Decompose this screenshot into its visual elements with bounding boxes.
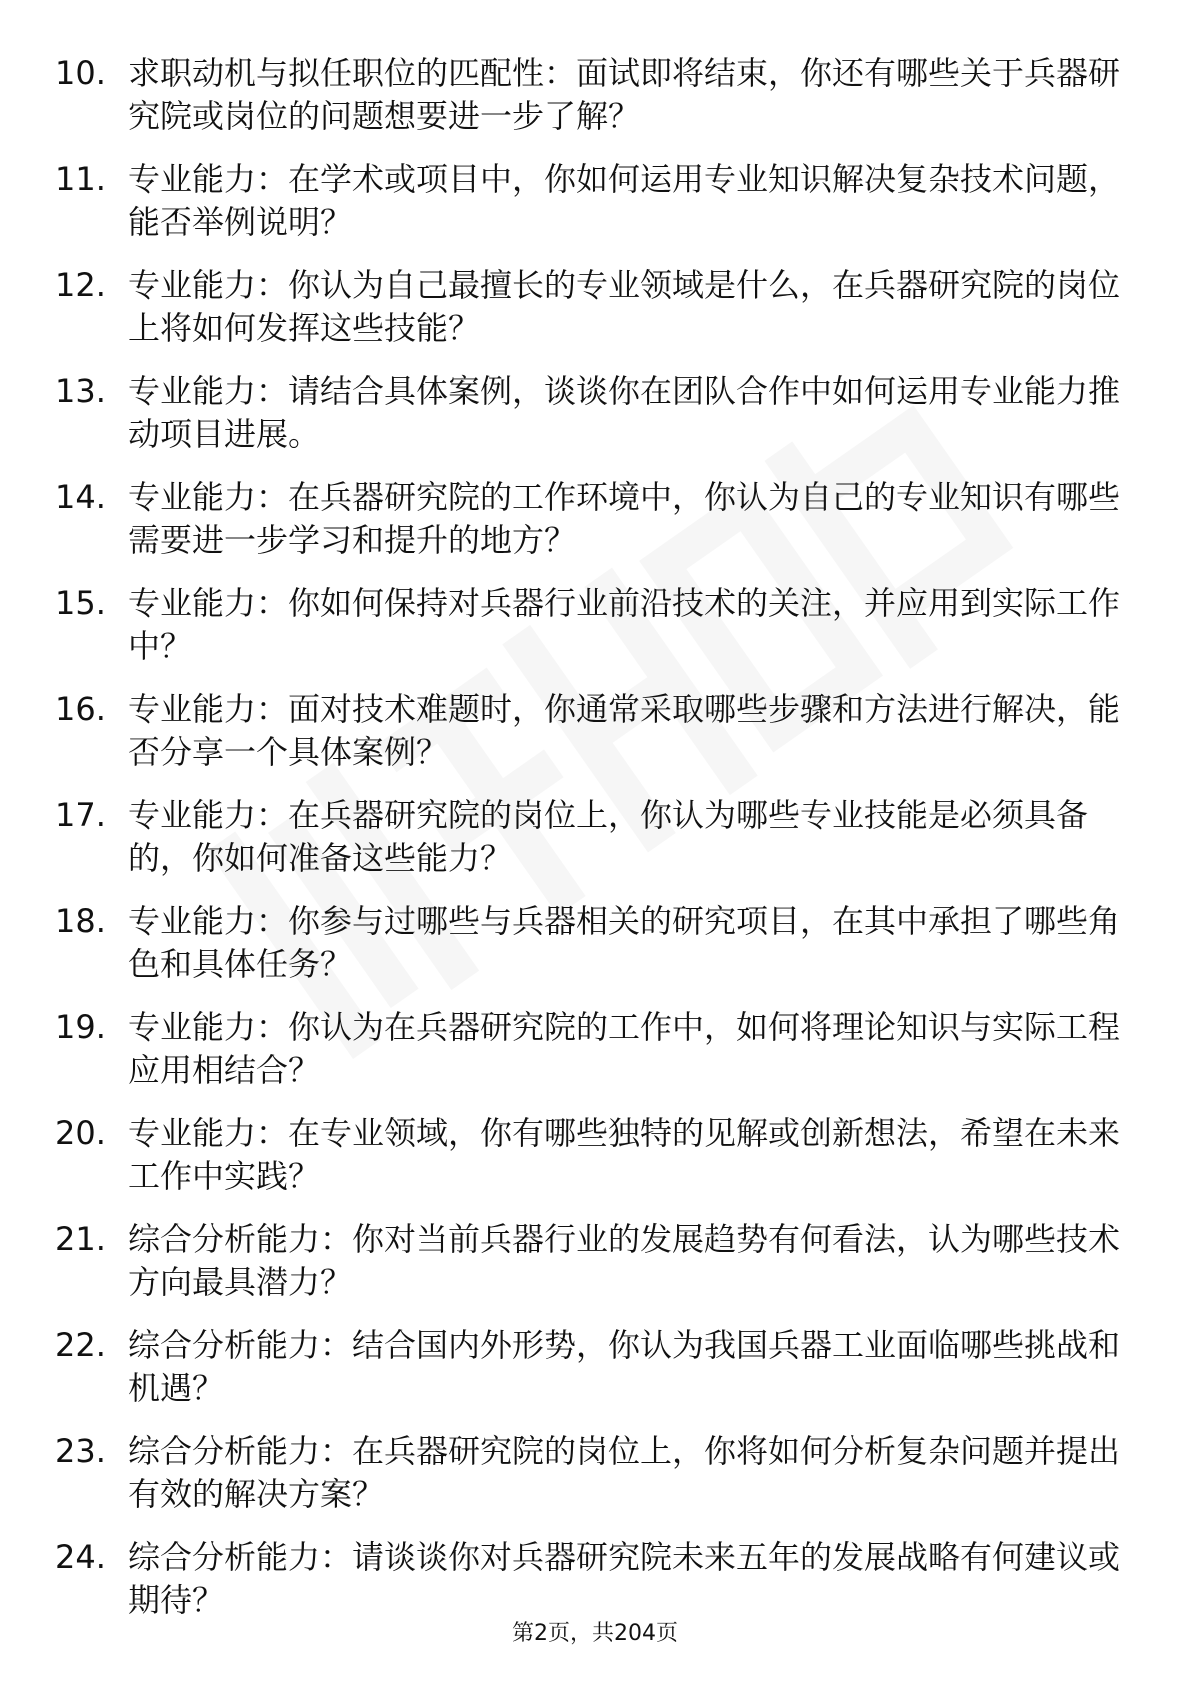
question-number: 20. [55,1114,106,1152]
question-text: 求职动机与拟任职位的匹配性：面试即将结束，你还有哪些关于兵器研究院或岗位的问题想要进一步了解？ [128,54,1121,135]
page-footer [0,1620,1190,1648]
question-item [55,1324,1135,1430]
question-item [55,52,1135,158]
question-text: 专业能力：你认为自己最擅长的专业领域是什么，在兵器研究院的岗位上将如何发挥这些技能？ [128,266,1121,347]
question-text: 专业能力：在学术或项目中，你如何运用专业知识解决复杂技术问题，能否举例说明？ [128,160,1121,241]
question-item [55,1430,1135,1536]
question-item [55,582,1135,688]
question-item [55,370,1135,476]
question-number: 18. [55,902,106,940]
question-number: 24. [55,1538,106,1576]
question-number: 14. [55,478,106,516]
question-text: 专业能力：你认为在兵器研究院的工作中，如何将理论知识与实际工程应用相结合？ [128,1008,1121,1089]
question-number: 23. [55,1432,106,1470]
question-number: 21. [55,1220,106,1258]
question-number: 10. [55,54,106,92]
question-text: 专业能力：你参与过哪些与兵器相关的研究项目，在其中承担了哪些角色和具体任务？ [128,902,1121,983]
question-item [55,900,1135,1006]
question-text: 专业能力：面对技术难题时，你通常采取哪些步骤和方法进行解决，能否分享一个具体案例？ [128,690,1121,771]
question-text: 综合分析能力：结合国内外形势，你认为我国兵器工业面临哪些挑战和机遇？ [128,1326,1121,1407]
question-number: 13. [55,372,106,410]
question-text: 专业能力：你如何保持对兵器行业前沿技术的关注，并应用到实际工作中？ [128,584,1121,665]
question-text: 综合分析能力：请谈谈你对兵器研究院未来五年的发展战略有何建议或期待？ [128,1538,1121,1619]
question-number: 16. [55,690,106,728]
question-text: 专业能力：在兵器研究院的工作环境中，你认为自己的专业知识有哪些需要进一步学习和提升的地方？ [128,478,1121,559]
question-item [55,1112,1135,1218]
question-text: 专业能力：在专业领域，你有哪些独特的见解或创新想法，希望在未来工作中实践？ [128,1114,1121,1195]
question-item [55,794,1135,900]
question-item [55,1218,1135,1324]
question-text: 综合分析能力：在兵器研究院的岗位上，你将如何分析复杂问题并提出有效的解决方案？ [128,1432,1121,1513]
question-text: 综合分析能力：你对当前兵器行业的发展趋势有何看法，认为哪些技术方向最具潜力？ [128,1220,1121,1301]
question-item [55,264,1135,370]
page-number-label: 第2页，共204页 [512,1621,678,1646]
question-text: 专业能力：在兵器研究院的岗位上，你认为哪些专业技能是必须具备的，你如何准备这些能力？ [128,796,1089,877]
question-text: 专业能力：请结合具体案例，谈谈你在团队合作中如何运用专业能力推动项目进展。 [128,372,1121,453]
question-number: 17. [55,796,106,834]
question-number: 15. [55,584,106,622]
question-number: 12. [55,266,106,304]
question-item [55,158,1135,264]
question-number: 11. [55,160,106,198]
question-item [55,688,1135,794]
question-number: 19. [55,1008,106,1046]
question-list [55,52,1135,1642]
question-item [55,476,1135,582]
question-number: 22. [55,1326,106,1364]
question-item [55,1006,1135,1112]
